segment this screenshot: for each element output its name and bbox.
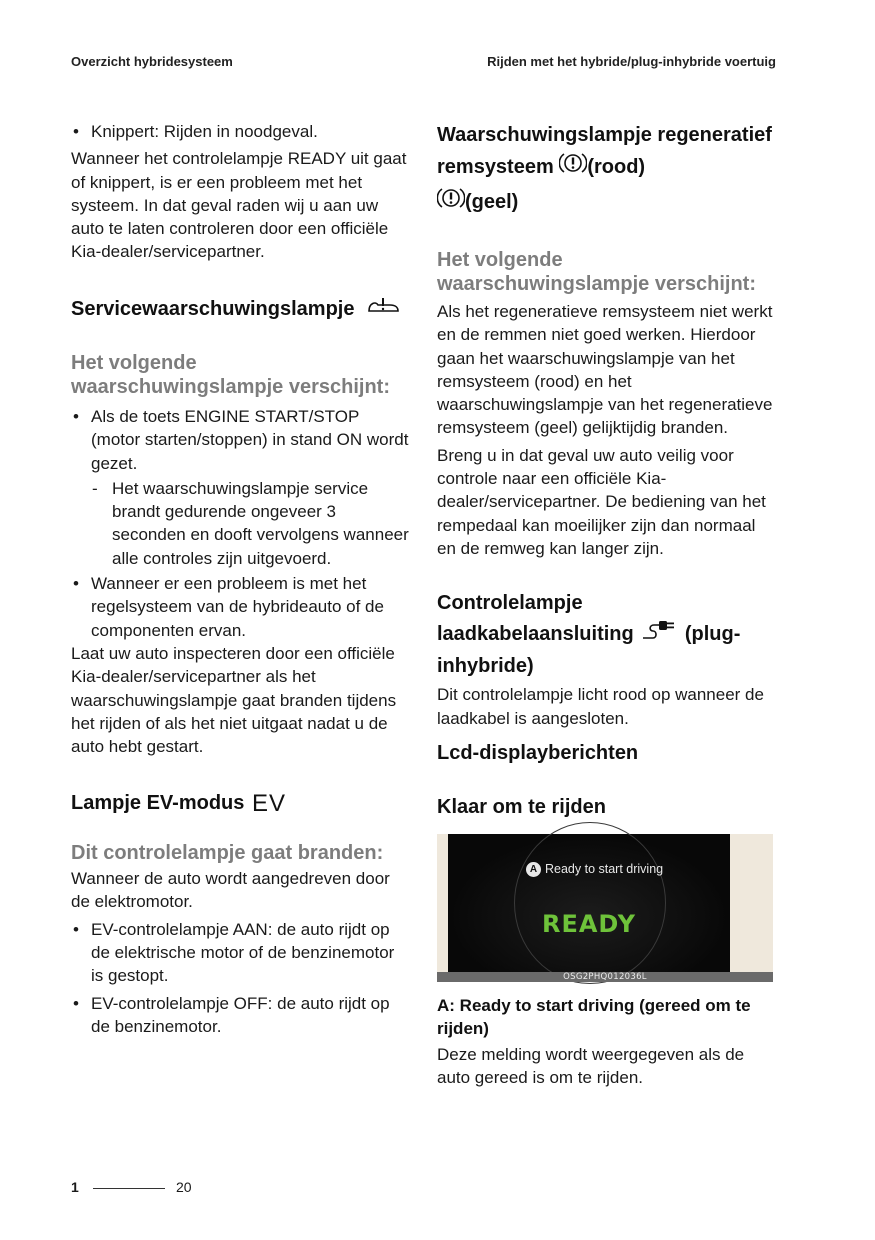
ev-bullet-off: • EV-controlelampje OFF: de auto rijdt op de benzinemotor. [71,992,411,1039]
gauge-ring [514,822,666,984]
charging-plug-icon [639,618,679,651]
ev-heading [71,788,411,819]
charge-heading [437,588,775,681]
caption-title: A: Ready to start driving (gereed om te rijden) [437,995,751,1038]
service-paragraph: Laat uw auto inspecteren door een officiële Kia-dealer/servicepartner als het waarschuwingslampje gaat branden tijdens het rijden of als het niet uitgaat nadat u de auto hebt gestart. [71,643,397,757]
service-bullet-engine-start-text: Als de toets ENGINE START/STOP (motor starten/stoppen) in stand ON wordt gezet. [91,407,409,473]
ready-heading: Klaar om te rijden [437,795,606,818]
ev-subheading: Dit controlelampje gaat branden: [71,842,384,865]
regen-subheading: Het volgende waarschuwingslampje verschijnt: [437,249,756,295]
intro-bullets [71,120,411,143]
charge-heading-text: Controlelampje laadkabelaansluiting [437,592,634,646]
display-screen [448,834,730,972]
figure-code: OSG2PHQ012036L [437,972,773,982]
service-subheading: Het volgende waarschuwingslampje verschijnt: [71,352,390,398]
service-heading [71,294,411,325]
ev-bullet-on: • EV-controlelampje AAN: de auto rijdt op de elektrische motor of de benzinemotor is gestopt. [71,918,411,988]
left-column [71,120,411,1038]
exclamation-circle-red-icon [559,150,587,185]
charge-paragraph: Dit controlelampje licht rood op wanneer de laadkabel is aangesloten. [437,685,764,728]
ready-display-figure [437,834,773,982]
service-dash-item: - Het waarschuwingslampje service brandt gedurende ongeveer 3 seconden en dooft vervolgens wanneer alle controles zijn uitgevoerd. [91,477,411,570]
ev-bullets [71,918,411,1038]
charge-heading-suffix: (plug-inhybride) [437,623,741,678]
service-wrench-icon [366,294,400,325]
right-column [437,120,775,1089]
service-bullet-engine-start [71,405,411,570]
regen-yellow-label: (geel) [465,190,519,213]
lcd-heading: Lcd-displayberichten [437,741,639,764]
running-header-left: Overzicht hybridesysteem [71,54,233,69]
ready-indicator: READY [541,909,636,938]
service-bullets [71,405,411,642]
regen-paragraph-1: Als het regeneratieve remsysteem niet werkt en de remmen niet goed werken. Hierdoor gaan het waarschuwingslampje van het remsysteem (rood) en het waarschuwingslampje van het regeneratieve remsysteem (geel) gelijktijdig branden. [437,302,773,438]
footer-divider [93,1188,165,1189]
page-number: 20 [176,1179,192,1195]
service-dash-list [91,477,411,570]
bullet-blinking: • Knippert: Rijden in noodgeval. [71,120,411,143]
display-message [526,862,663,877]
regen-heading [437,120,775,220]
chapter-number: 1 [71,1179,79,1195]
ev-heading-text: Lampje EV-modus [71,792,245,815]
ev-mode-icon: EV [251,790,286,818]
exclamation-circle-yellow-icon [437,185,465,220]
running-header-right: Rijden met het hybride/plug-inhybride voertuig [487,54,776,69]
caption-text: Deze melding wordt weergegeven als de auto gereed is om te rijden. [437,1044,745,1088]
regen-paragraph-2: Breng u in dat geval uw auto veilig voor controle naar een officiële Kia-dealer/servicepartner. De bediening van het rempedaal kan moeilijker zijn dan normaal en de remweg kan langer zijn. [437,445,766,558]
service-heading-text: Servicewaarschuwingslampje [71,297,355,320]
regen-heading-text: Waarschuwingslampje regeneratief remsysteem [437,124,772,178]
regen-red-label: (rood) [587,155,646,178]
ready-paragraph: Wanneer het controlelampje READY uit gaat of knippert, is er een probleem met het systeem. In dat geval raden wij u aan uw auto te laten controleren door een officiële Kia-dealer/servicepartner. [71,149,407,262]
service-bullet-problem: • Wanneer er een probleem is met het regelsysteem van de hybrideauto of de componenten ervan. [71,572,411,642]
display-message-text: Ready to start driving [545,862,664,877]
ev-paragraph: Wanneer de auto wordt aangedreven door de elektromotor. [71,869,390,912]
callout-badge: A [526,862,541,877]
